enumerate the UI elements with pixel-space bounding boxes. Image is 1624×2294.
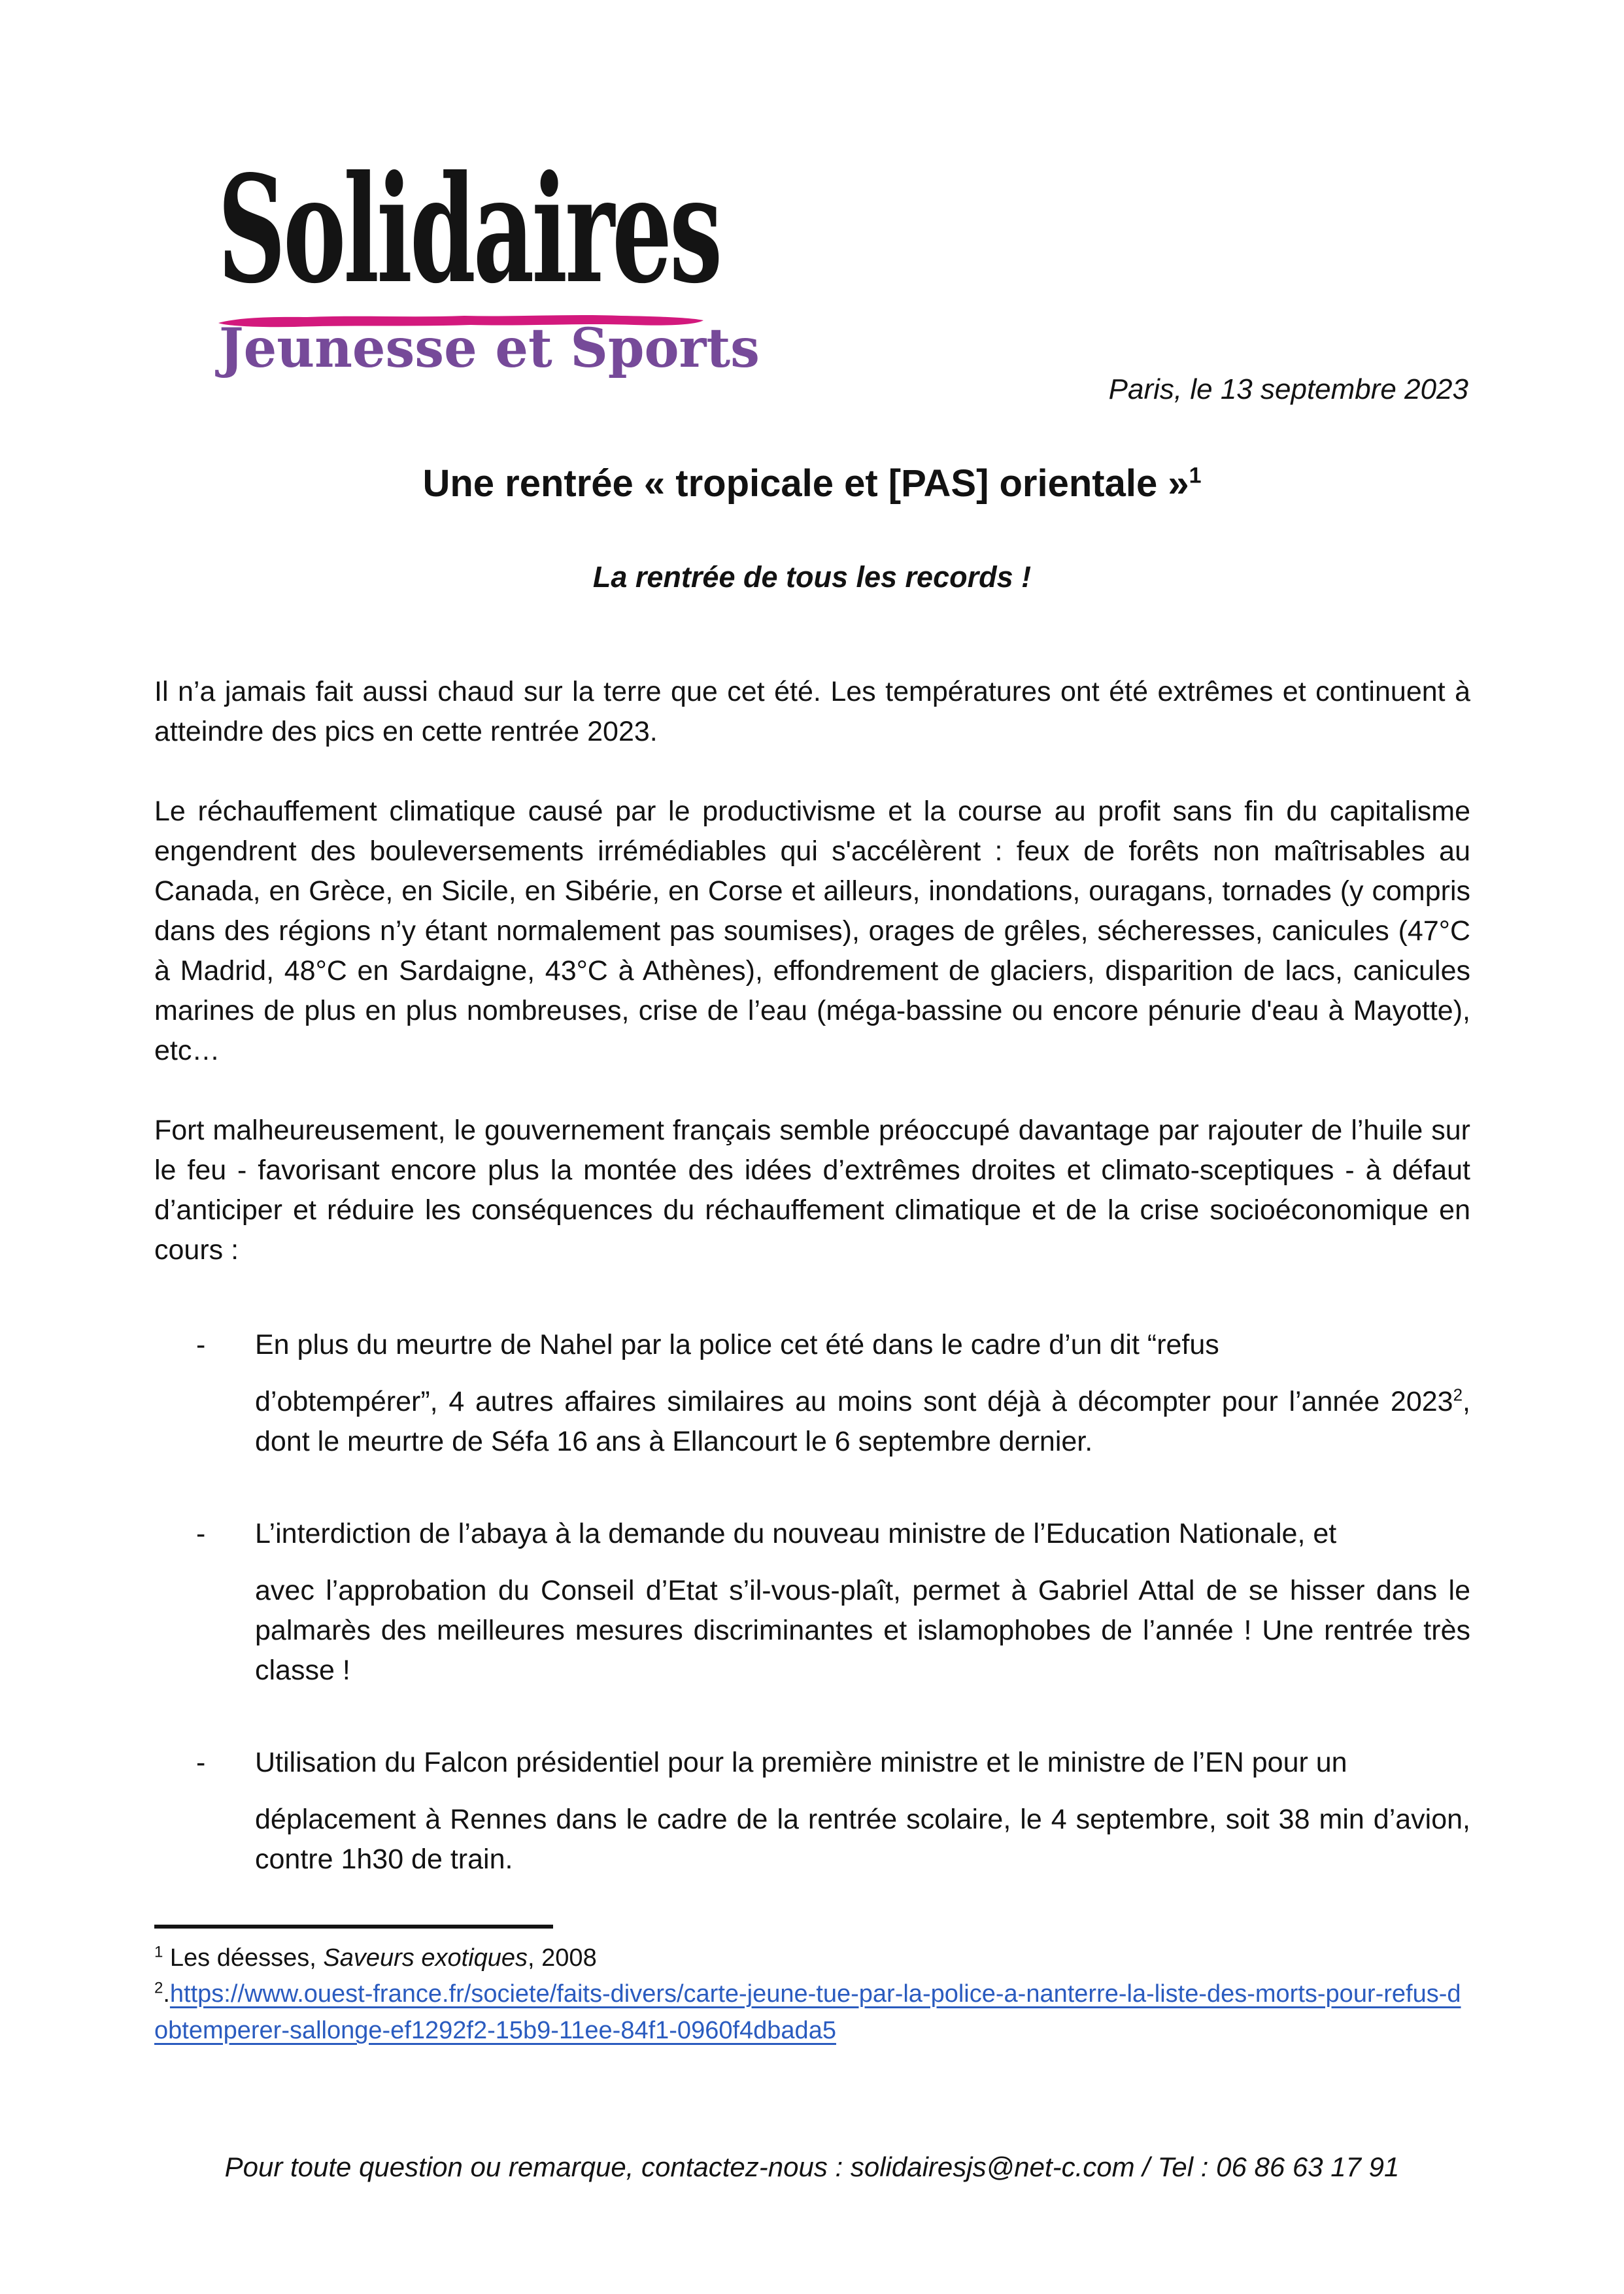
- document-body: [154, 672, 1470, 1880]
- contact-footer: Pour toute question ou remarque, contactez-nous : solidairesjs@net-c.com / Tel : 06 86 63 17 91: [224, 2151, 1400, 2182]
- paragraph-intro: Il n’a jamais fait aussi chaud sur la terre que cet été. Les températures ont été extrêmes et continuent à atteindre des pics en cette rentrée 2023.: [154, 676, 1470, 747]
- paragraph-climate: Le réchauffement climatique causé par le productivisme et la course au profit sans fin du capitalisme engendrent des bouleversements irrémédiables qui s'accélèrent : feux de forêts non maîtrisables au Canada, en Grèce, en Sicile, en Sibérie, en Corse et ailleurs, inondations, ouragans, tornades (y compris dans des régions n’y étant normalement pas soumises), orages de grêles, sécheresses, canicules (47°C à Madrid, 48°C en Sardaigne, 43°C à Athènes), effondrement de glaciers, disparition de lacs, canicules marines de plus en plus nombreuses, crise de l’eau (méga-bassine ou encore pénurie d'eau à Mayotte), etc…: [154, 796, 1470, 1066]
- bullet-first-line: L’interdiction de l’abaya à la demande du nouveau ministre de l’Education Nationale, et: [255, 1518, 1337, 1549]
- list-item: [154, 1325, 1470, 1462]
- paragraph-government: Fort malheureusement, le gouvernement français semble préoccupé davantage par rajouter de l’huile sur le feu - favorisant encore plus la montée des idées d’extrêmes droites et climato-sceptiques - à défaut d’anticiper et réduire les conséquences du réchauffement climatique et de la crise socioéconomique en cours :: [154, 1115, 1470, 1266]
- bullet-text-after-ref: , dont le meurtre de Séfa 16 ans à Ellancourt le 6 septembre dernier.: [255, 1386, 1470, 1457]
- logo-subtitle-text: Jeunesse et Sports: [219, 317, 760, 380]
- bullet-text: d’obtempérer”, 4 autres affaires similaires au moins sont déjà à décompter pour l’année 2023: [255, 1386, 1453, 1417]
- footnote-1: [154, 1940, 1470, 1976]
- logo-brand-text: Solidaires: [218, 144, 720, 316]
- footnote-ref-2: 2: [1453, 1385, 1463, 1405]
- date-line: Paris, le 13 septembre 2023: [1108, 373, 1468, 405]
- bullet-dash-marker: -: [196, 1518, 206, 1549]
- footnote-2: [154, 1976, 1470, 2049]
- list-item: [154, 1514, 1470, 1691]
- bullet-continuation: avec l’approbation du Conseil d’Etat s’il-vous-plaît, permet à Gabriel Attal de se hisser dans le palmarès des meilleures mesures discriminantes et islamophobes de l’année ! Une rentrée très classe !: [255, 1575, 1470, 1686]
- footnotes-section: [154, 1925, 1470, 2049]
- footnote-2-separator: .: [163, 1980, 170, 2008]
- footnote-1-text-end: , 2008: [528, 1944, 597, 1972]
- bullet-continuation: déplacement à Rennes dans le cadre de la rentrée scolaire, le 4 septembre, soit 38 min d’avion, contre 1h30 de train.: [255, 1804, 1470, 1875]
- bullet-first-line: Utilisation du Falcon présidentiel pour la première ministre et le ministre de l’EN pour un: [255, 1747, 1347, 1778]
- footnote-1-work-title: Saveurs exotiques: [323, 1944, 528, 1972]
- bullet-dash-marker: -: [196, 1329, 206, 1360]
- page-subtitle: La rentrée de tous les records !: [592, 560, 1032, 594]
- page-title-text: Une rentrée « tropicale et [PAS] orientale »: [422, 462, 1189, 505]
- list-item: [154, 1743, 1470, 1880]
- org-logo: [218, 144, 760, 380]
- page-title: [0, 461, 1624, 507]
- bullet-list: [154, 1325, 1470, 1880]
- bullet-first-line: En plus du meurtre de Nahel par la police cet été dans le cadre d’un dit “refus: [255, 1329, 1219, 1360]
- footnote-separator-rule: [154, 1925, 553, 1929]
- bullet-dash-marker: -: [196, 1747, 206, 1778]
- title-footnote-ref: 1: [1189, 463, 1202, 488]
- footnote-1-text: Les déesses,: [163, 1944, 324, 1972]
- footnote-2-hyperlink[interactable]: https://www.ouest-france.fr/societe/faits-divers/carte-jeune-tue-par-la-police-a-nanterre-la-liste-des-morts-pour-refus-dobtemperer-sallonge-ef1292f2-15b9-11ee-84f1-0960f4dbada5: [154, 1980, 1461, 2044]
- footnote-2-ref: 2: [154, 1979, 163, 1997]
- footnote-1-ref: 1: [154, 1943, 163, 1961]
- bullet-continuation: [255, 1382, 1470, 1462]
